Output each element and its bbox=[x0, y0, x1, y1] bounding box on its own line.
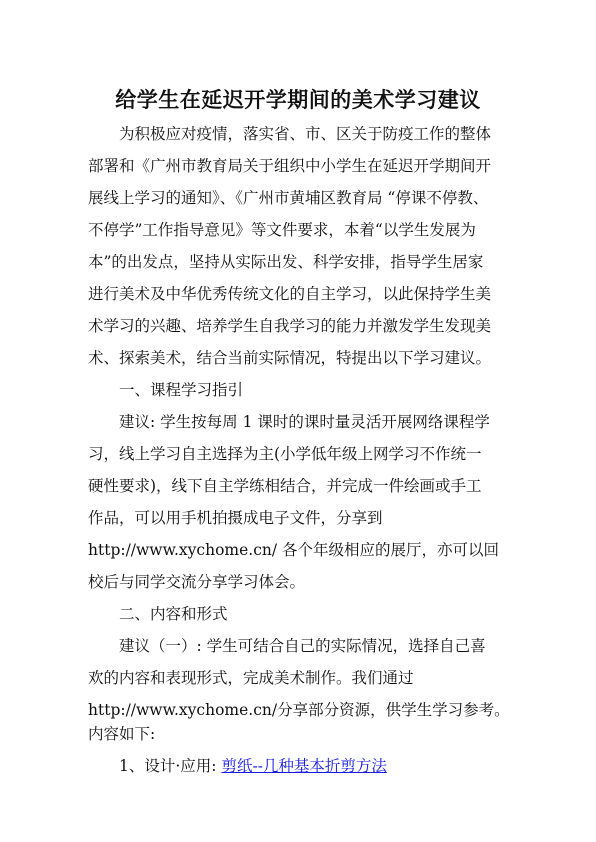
paragraph-line: 为积极应对疫情，落实省、市、区关于防疫工作的整体 bbox=[119, 125, 492, 143]
paragraph-line: 内容如下: bbox=[88, 725, 156, 743]
paragraph-line: 不停学”工作指导意见》等文件要求，本着“以学生发展为 bbox=[88, 221, 476, 239]
paragraph-line: 进行美术及中华优秀传统文化的自主学习，以此保持学生美 bbox=[88, 285, 492, 303]
section-heading: 二、内容和形式 bbox=[119, 605, 228, 623]
list-item bbox=[119, 756, 387, 776]
paragraph-line: 部署和《广州市教育局关于组织中小学生在延迟开学期间开 bbox=[88, 157, 492, 175]
paper-cutting-link[interactable]: 剪纸--几种基本折剪方法 bbox=[221, 757, 387, 775]
paragraph-line: 欢的内容和表现形式，完成美术制作。我们通过 bbox=[88, 669, 414, 687]
paragraph-line: 建议（一）: 学生可结合自己的实际情况，选择自己喜 bbox=[119, 637, 486, 655]
paragraph-line: 习，线上学习自主选择为主(小学低年级上网学习不作统一 bbox=[88, 445, 482, 463]
list-item-label: 1、设计·应用: bbox=[119, 757, 222, 775]
paragraph-line: http://www.xychome.cn/ 各个年级相应的展厅，亦可以回 bbox=[88, 541, 500, 559]
paragraph-line: 作品，可以用手机拍摄成电子文件，分享到 bbox=[88, 509, 383, 527]
document-title: 给学生在延迟开学期间的美术学习建议 bbox=[115, 88, 481, 112]
section-heading: 一、课程学习指引 bbox=[119, 381, 244, 399]
paragraph-line: 术学习的兴趣、培养学生自我学习的能力并激发学生发现美 bbox=[88, 317, 492, 335]
paragraph-line: 校后与同学交流分享学习体会。 bbox=[88, 573, 306, 591]
paragraph-line: 术、探索美术，结合当前实际情况，特提出以下学习建议。 bbox=[88, 349, 492, 367]
paragraph-line: 本”的出发点，坚持从实际出发、科学安排，指导学生居家 bbox=[88, 253, 484, 271]
paragraph-line: http://www.xychome.cn/分享部分资源，供学生学习参考。 bbox=[88, 701, 510, 719]
paragraph-line: 展线上学习的通知》、《广州市黄埔区教育局 “停课不停教、 bbox=[88, 189, 489, 207]
paragraph-line: 硬性要求)，线下自主学练相结合，并完成一件绘画或手工 bbox=[88, 477, 482, 495]
paragraph-line: 建议: 学生按每周 1 课时的课时量灵活开展网络课程学 bbox=[119, 413, 490, 431]
